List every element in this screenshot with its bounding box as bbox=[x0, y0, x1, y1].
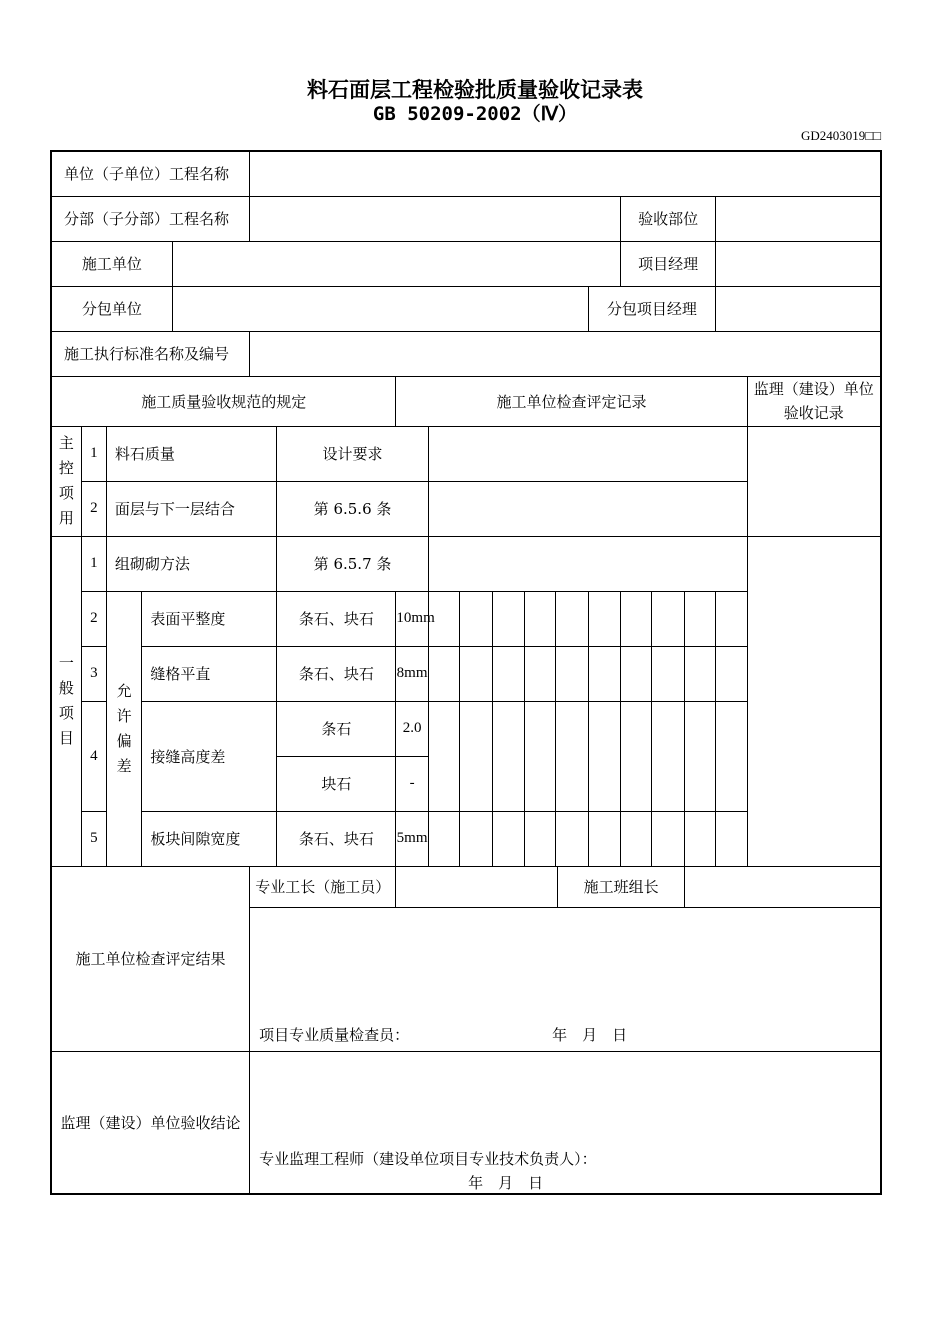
measure-cell[interactable] bbox=[556, 811, 588, 866]
measure-cell[interactable] bbox=[492, 646, 524, 701]
standard-code: GB 50209-2002（Ⅳ） bbox=[372, 103, 578, 125]
tolerance-value: 5mm bbox=[396, 811, 428, 866]
standard-label: 施工执行标准名称及编号 bbox=[51, 331, 250, 376]
project-manager-label: 项目经理 bbox=[621, 241, 716, 286]
general-item-requirement: 第 6.5.7 条 bbox=[277, 536, 429, 591]
conclusion-date: 年 月 日 bbox=[468, 1173, 544, 1192]
measure-cell[interactable] bbox=[588, 811, 620, 866]
stone-type: 条石、块石 bbox=[277, 811, 396, 866]
result-date: 年 月 日 bbox=[552, 1025, 628, 1044]
measure-cell[interactable] bbox=[621, 811, 652, 866]
measure-cell[interactable] bbox=[556, 701, 588, 811]
record-header: 施工单位检查评定记录 bbox=[396, 376, 747, 426]
tolerance-value: 10mm bbox=[396, 591, 428, 646]
result-signature-area[interactable] bbox=[250, 907, 881, 1051]
measure-cell[interactable] bbox=[716, 646, 747, 701]
conclusion-label: 监理（建设）单位验收结论 bbox=[51, 1051, 250, 1194]
main-item-record[interactable] bbox=[428, 426, 747, 481]
inspection-record-table bbox=[50, 150, 882, 1195]
supervision-header: 监理（建设）单位验收记录 bbox=[747, 376, 881, 426]
subcontractor-label: 分包单位 bbox=[51, 286, 172, 331]
measure-cell[interactable] bbox=[460, 591, 492, 646]
main-item-requirement: 第 6.5.6 条 bbox=[277, 481, 429, 536]
general-item-name: 接缝高度差 bbox=[142, 701, 277, 811]
measure-cell[interactable] bbox=[524, 646, 555, 701]
spec-header: 施工质量验收规范的规定 bbox=[51, 376, 396, 426]
standard-field[interactable] bbox=[250, 331, 881, 376]
general-item-name: 缝格平直 bbox=[142, 646, 277, 701]
stone-type: 块石 bbox=[277, 756, 396, 811]
inspector-label: 项目专业质量检查员： bbox=[259, 1025, 410, 1044]
measure-cell[interactable] bbox=[556, 591, 588, 646]
conclusion-signature-area[interactable] bbox=[250, 1051, 881, 1194]
tolerance-label: 允 许 偏 差 bbox=[106, 591, 142, 866]
general-items-group-label: 一 般 项 目 bbox=[51, 536, 81, 866]
general-item-name: 组砌砌方法 bbox=[106, 536, 276, 591]
measure-cell[interactable] bbox=[460, 701, 492, 811]
measure-cell[interactable] bbox=[588, 591, 620, 646]
measure-cell[interactable] bbox=[716, 591, 747, 646]
general-item-record[interactable] bbox=[428, 536, 747, 591]
foreman-label: 专业工长（施工员） bbox=[250, 866, 396, 907]
measure-cell[interactable] bbox=[460, 646, 492, 701]
main-item-no: 2 bbox=[81, 481, 106, 536]
measure-cell[interactable] bbox=[684, 591, 715, 646]
main-item-name: 面层与下一层结合 bbox=[106, 481, 276, 536]
measure-cell[interactable] bbox=[652, 646, 684, 701]
result-label: 施工单位检查评定结果 bbox=[51, 866, 250, 1051]
measure-cell[interactable] bbox=[684, 701, 715, 811]
subcontractor-field[interactable] bbox=[172, 286, 588, 331]
unit-name-label: 单位（子单位）工程名称 bbox=[51, 151, 250, 196]
measure-cell[interactable] bbox=[428, 646, 459, 701]
general-item-name: 表面平整度 bbox=[142, 591, 277, 646]
main-items-group-label: 主 控 项 用 bbox=[51, 426, 81, 536]
measure-cell[interactable] bbox=[588, 701, 620, 811]
project-manager-field[interactable] bbox=[716, 241, 881, 286]
measure-cell[interactable] bbox=[460, 811, 492, 866]
general-item-name: 板块间隙宽度 bbox=[142, 811, 277, 866]
measure-cell[interactable] bbox=[716, 701, 747, 811]
general-item-no: 5 bbox=[81, 811, 106, 866]
stone-type: 条石、块石 bbox=[277, 646, 396, 701]
measure-cell[interactable] bbox=[428, 811, 459, 866]
measure-cell[interactable] bbox=[492, 811, 524, 866]
engineer-label: 专业监理工程师（建设单位项目专业技术负责人）： bbox=[259, 1149, 597, 1168]
measure-cell[interactable] bbox=[556, 646, 588, 701]
measure-cell[interactable] bbox=[716, 811, 747, 866]
stone-type: 条石 bbox=[277, 701, 396, 756]
form-code: GD2403019□□ bbox=[801, 128, 881, 143]
construction-unit-field[interactable] bbox=[172, 241, 620, 286]
main-items-supervision-record[interactable] bbox=[747, 426, 881, 536]
tolerance-value: 2.0 bbox=[396, 701, 428, 756]
measure-cell[interactable] bbox=[524, 591, 555, 646]
acceptance-part-field[interactable] bbox=[716, 196, 881, 241]
acceptance-part-label: 验收部位 bbox=[621, 196, 716, 241]
general-items-supervision-record[interactable] bbox=[747, 536, 881, 866]
measure-cell[interactable] bbox=[652, 701, 684, 811]
measure-cell[interactable] bbox=[588, 646, 620, 701]
construction-unit-label: 施工单位 bbox=[51, 241, 172, 286]
unit-name-field[interactable] bbox=[250, 151, 881, 196]
team-leader-label: 施工班组长 bbox=[558, 866, 684, 907]
subunit-name-label: 分部（子分部）工程名称 bbox=[51, 196, 250, 241]
subunit-name-field[interactable] bbox=[250, 196, 621, 241]
measure-cell[interactable] bbox=[492, 591, 524, 646]
measure-cell[interactable] bbox=[524, 811, 555, 866]
main-item-requirement: 设计要求 bbox=[277, 426, 429, 481]
measure-cell[interactable] bbox=[684, 811, 715, 866]
foreman-field[interactable] bbox=[396, 866, 558, 907]
general-item-no: 4 bbox=[81, 701, 106, 811]
measure-cell[interactable] bbox=[428, 701, 459, 811]
stone-type: 条石、块石 bbox=[277, 591, 396, 646]
measure-cell[interactable] bbox=[621, 646, 652, 701]
measure-cell[interactable] bbox=[684, 646, 715, 701]
general-item-no: 2 bbox=[81, 591, 106, 646]
measure-cell[interactable] bbox=[621, 591, 652, 646]
form-title: 料石面层工程检验批质量验收记录表 bbox=[307, 78, 643, 102]
tolerance-value: 8mm bbox=[396, 646, 428, 701]
measure-cell[interactable] bbox=[621, 701, 652, 811]
main-item-record[interactable] bbox=[428, 481, 747, 536]
main-item-no: 1 bbox=[81, 426, 106, 481]
measure-cell[interactable] bbox=[652, 591, 684, 646]
team-leader-field[interactable] bbox=[684, 866, 881, 907]
measure-cell[interactable] bbox=[652, 811, 684, 866]
general-item-no: 1 bbox=[81, 536, 106, 591]
measure-cell[interactable] bbox=[492, 701, 524, 811]
general-item-no: 3 bbox=[81, 646, 106, 701]
sub-project-manager-field[interactable] bbox=[716, 286, 881, 331]
tolerance-value: - bbox=[396, 756, 428, 811]
main-item-name: 料石质量 bbox=[106, 426, 276, 481]
measure-cell[interactable] bbox=[524, 701, 555, 811]
sub-project-manager-label: 分包项目经理 bbox=[588, 286, 716, 331]
